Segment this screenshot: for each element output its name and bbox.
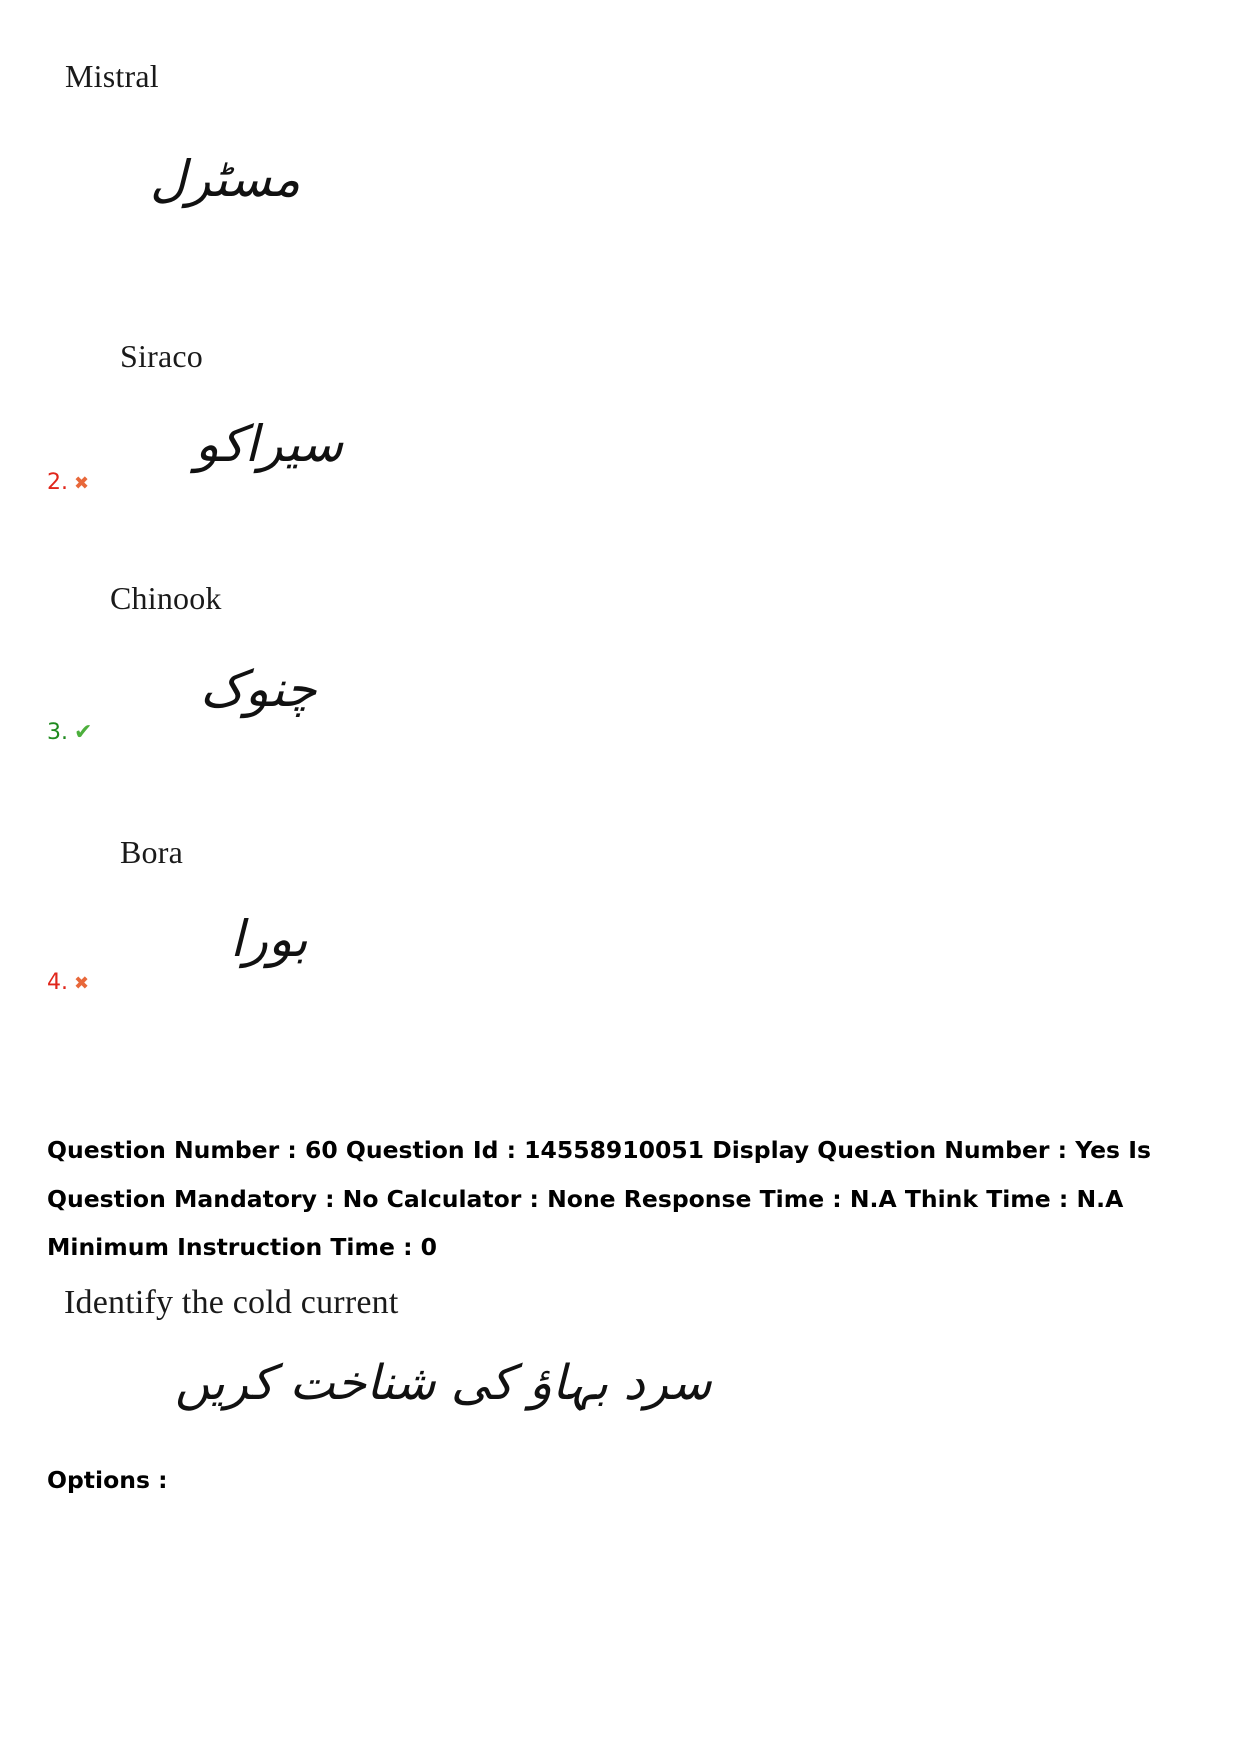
option-3-urdu: چنوک <box>200 660 317 718</box>
question-urdu: سرد بہاؤ کی شناخت کریں <box>175 1355 712 1411</box>
option-1-urdu: مسٹرل <box>150 150 301 208</box>
question-english: Identify the cold current <box>64 1284 399 1321</box>
cross-icon: ✖ <box>74 973 90 994</box>
option-3-english: Chinook <box>110 580 222 616</box>
option-2-english: Siraco <box>120 338 203 374</box>
option-4-english: Bora <box>120 834 184 870</box>
option-4-number: 4. ✖ <box>47 970 90 995</box>
check-icon: ✔ <box>74 720 93 745</box>
option-4-urdu: بورا <box>230 910 308 968</box>
option-2-urdu: سیراکو <box>195 415 344 473</box>
option-2-number: 2. ✖ <box>47 470 90 495</box>
option-1-english: Mistral <box>65 58 159 94</box>
question-meta: Question Number : 60 Question Id : 14558910051 Display Question Number : Yes Is Question Mandatory : No Calculator : None Response Time : N.A Think Time : N.A Minimum Instruction Time : 0 <box>47 1136 1151 1261</box>
options-label: Options : <box>47 1466 168 1494</box>
option-3-number: 3. ✔ <box>47 720 93 745</box>
cross-icon: ✖ <box>74 473 90 494</box>
